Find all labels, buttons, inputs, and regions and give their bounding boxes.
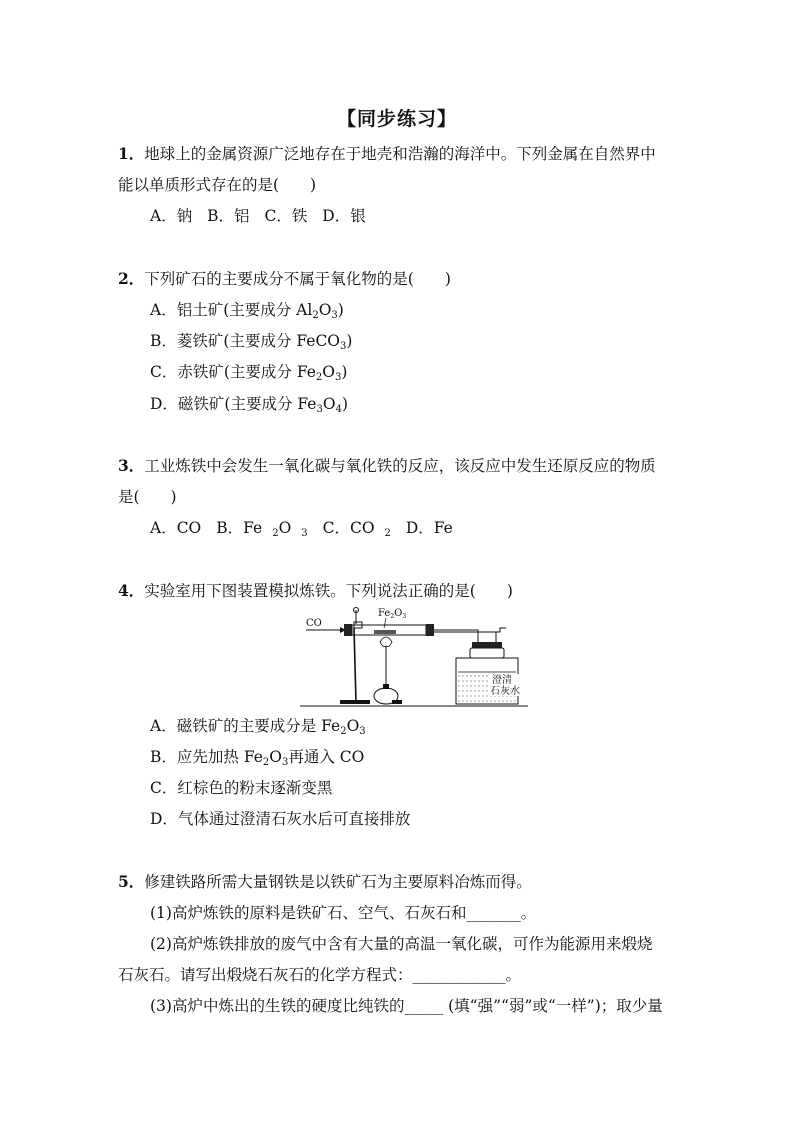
q4-option-b — [150, 747, 364, 767]
q2-option-d — [150, 394, 348, 414]
q4-a-text: A．磁铁矿的主要成分是 Fe — [150, 717, 341, 735]
iron-stand-rod — [354, 628, 356, 702]
fe2o3-powder — [374, 630, 396, 634]
q1-option-d: D．银 — [322, 207, 366, 225]
q2-a-mid: O — [318, 301, 332, 319]
q2-d-sub1: 3 — [316, 404, 323, 415]
q3-option-a: A．CO — [150, 519, 202, 537]
q2-stem-line — [118, 269, 451, 289]
q3-b-sub2: 3 — [301, 528, 308, 539]
q4-number: 4． — [118, 581, 145, 600]
q1-options — [150, 206, 376, 226]
q3-option-d: D．Fe — [405, 519, 453, 537]
q4-stem-line — [118, 581, 513, 601]
q2-stem: 下列矿石的主要成分不属于氧化物的是( ) — [144, 270, 451, 288]
exhaust-end — [496, 628, 506, 632]
q4-b-sub2: 3 — [282, 757, 289, 768]
iron-smelting-apparatus-diagram — [300, 602, 530, 712]
q4-option-c: C．红棕色的粉末逐渐变黑 — [150, 779, 333, 797]
q4-option-d: D．气体通过澄清石灰水后可直接排放 — [150, 810, 411, 828]
q5-stem-line — [118, 872, 532, 892]
q5-part2-line1: (2)高炉炼铁排放的废气中含有大量的高温一氧化碳，可作为能源用来煅烧 — [150, 935, 653, 953]
lamp-block — [392, 700, 402, 704]
q1-number: 1． — [118, 144, 145, 163]
q3-b-mid: O — [278, 519, 292, 537]
q2-b-sub1: 3 — [340, 341, 347, 352]
q2-option-c — [150, 362, 347, 382]
q1-option-c: C．铁 — [264, 207, 308, 225]
q5-part1: (1)高炉炼铁的原料是铁矿石、空气、石灰石和_______。 — [150, 904, 537, 922]
q4-stem: 实验室用下图装置模拟炼铁。下列说法正确的是( ) — [144, 582, 513, 600]
q1-option-a: A．钠 — [150, 207, 193, 225]
q2-a-text: A．铝土矿(主要成分 Al — [150, 301, 313, 319]
q4-b-mid: O — [269, 748, 282, 766]
q2-number: 2． — [118, 269, 145, 288]
q2-b-text: B．菱铁矿(主要成分 FeCO — [150, 332, 341, 350]
q3-option-b — [216, 519, 307, 537]
q2-a-sub1: 2 — [312, 310, 319, 321]
q5-part3: (3)高炉中炼出的生铁的硬度比纯铁的_____ (填“强”“弱”或“一样”)；取少量 — [150, 997, 663, 1015]
q3-options — [150, 518, 463, 538]
q2-c-text: C．赤铁矿(主要成分 Fe — [150, 363, 316, 381]
q2-d-text: D．磁铁矿(主要成分 Fe — [150, 395, 317, 413]
q2-a-post: ) — [337, 301, 344, 319]
q2-option-a — [150, 300, 344, 320]
q4-b-post: 再通入 CO — [288, 748, 365, 766]
q1-stem-line1: 地球上的金属资源广泛地存在于地壳和浩瀚的海洋中。下列金属在自然界中 — [144, 145, 656, 163]
flame-icon — [380, 637, 392, 647]
limewater-label-2: 石灰水 — [490, 686, 520, 697]
q3-number: 3． — [118, 456, 145, 475]
q3-c-text: C．CO — [322, 519, 375, 537]
iron-stand-base — [340, 700, 370, 704]
q4-a-mid: O — [346, 717, 360, 735]
q4-a-sub1: 2 — [340, 726, 347, 737]
q3-stem-line1: 工业炼铁中会发生一氧化碳与氧化铁的反应，该反应中发生还原反应的物质 — [144, 457, 656, 475]
section-title: 【同步练习】 — [336, 108, 457, 130]
q3-b-text: B．Fe — [216, 519, 263, 537]
q3-c-sub1: 2 — [384, 528, 391, 539]
q4-b-text: B．应先加热 Fe — [150, 748, 263, 766]
q3-option-c — [323, 519, 391, 537]
bottle-neck — [470, 648, 504, 658]
q2-b-post: ) — [346, 332, 353, 350]
q5-part2-line2: 石灰石。请写出煅烧石灰石的化学方程式：____________。 — [118, 966, 522, 984]
limewater-label-1: 澄清 — [492, 675, 512, 686]
q5-number: 5． — [118, 872, 145, 891]
left-stopper — [344, 624, 352, 636]
q4-option-a — [150, 716, 366, 736]
q4-b-sub1: 2 — [262, 757, 270, 768]
co-label: CO — [306, 618, 322, 629]
lamp-wick-holder — [383, 684, 389, 689]
q2-c-mid: O — [322, 363, 336, 381]
q2-c-sub2: 3 — [335, 372, 342, 383]
q2-d-mid: O — [322, 395, 336, 413]
q3-stem-line2: 是( ) — [118, 488, 177, 506]
q2-d-sub2: 4 — [335, 404, 342, 415]
q3-line1 — [118, 456, 656, 476]
q1-line1 — [118, 144, 656, 164]
q2-option-b — [150, 331, 352, 351]
right-stopper — [426, 624, 434, 636]
q3-b-sub1: 2 — [272, 528, 279, 539]
q2-a-sub2: 3 — [331, 310, 338, 321]
q1-option-b: B．铝 — [207, 207, 250, 225]
q2-c-sub1: 2 — [315, 372, 323, 383]
q1-stem-line2: 能以单质形式存在的是( ) — [118, 176, 317, 194]
q4-a-sub2: 3 — [359, 726, 366, 737]
q2-c-post: ) — [341, 363, 348, 381]
q2-d-post: ) — [341, 395, 349, 413]
fe2o3-label: $Fe_2O_3$ — [378, 608, 407, 620]
bottle-stopper — [472, 642, 502, 648]
q5-stem: 修建铁路所需大量钢铁是以铁矿石为主要原料冶炼而得。 — [144, 873, 532, 891]
